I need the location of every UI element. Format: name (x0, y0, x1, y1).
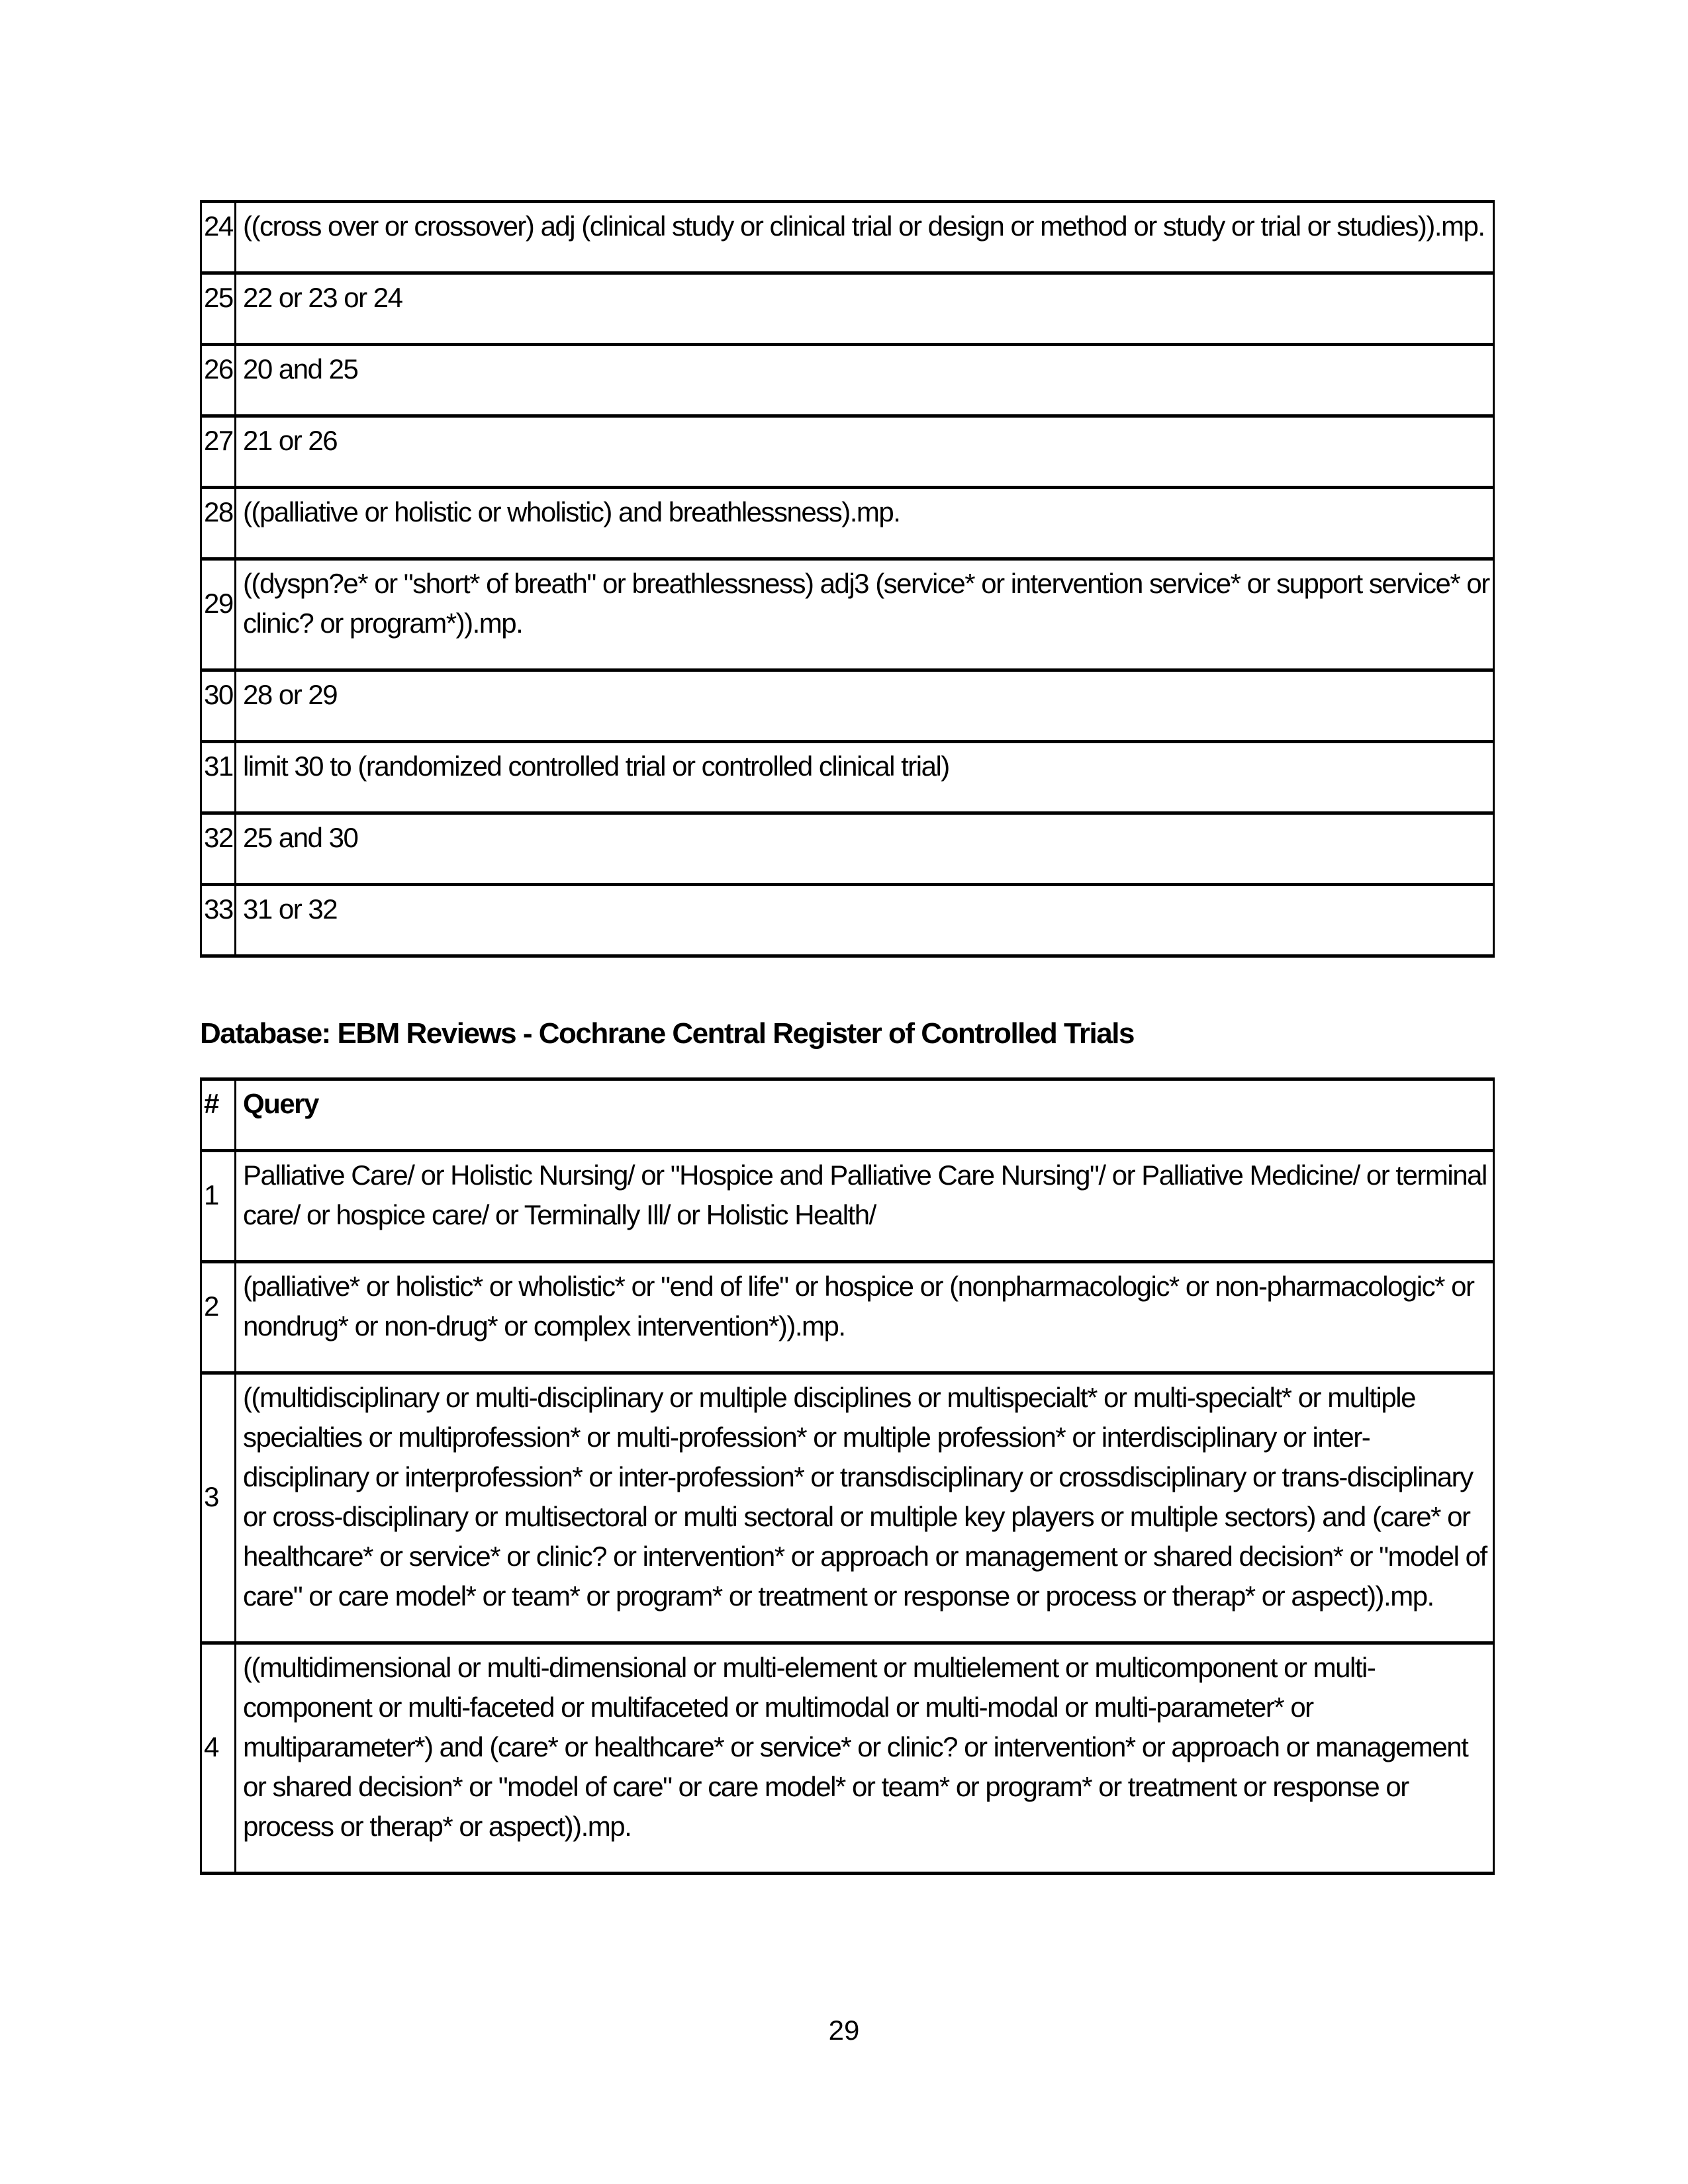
table-row (201, 559, 1494, 670)
table-row (201, 813, 1494, 885)
row-number: 4 (201, 1643, 236, 1874)
query-text: 21 or 26 (236, 416, 1494, 488)
row-number: 3 (201, 1373, 236, 1643)
row-number: 29 (201, 559, 236, 670)
table-row (201, 1151, 1494, 1262)
query-text: 22 or 23 or 24 (236, 273, 1494, 345)
page-number: 29 (828, 2015, 860, 2046)
row-number: 27 (201, 416, 236, 488)
row-number: 1 (201, 1151, 236, 1262)
query-text: ((multidimensional or multi-dimensional or multi-element or multielement or multicomponent or multi-component or multi-faceted or multifaceted or multimodal or multi-modal or multi-parameter* or multiparameter*) and (care* or healthcare* or service* or clinic? or intervention* or approach or management or shared decision* or "model of care" or care model* or team* or program* or treatment or response or process or therap* or aspect)).mp. (236, 1643, 1494, 1874)
search-strategy-table-continued (200, 200, 1495, 958)
row-number: 2 (201, 1262, 236, 1373)
table-row (201, 273, 1494, 345)
query-text: ((palliative or holistic or wholistic) and breathlessness).mp. (236, 488, 1494, 559)
query-text: ((dyspn?e* or "short* of breath" or breathlessness) adj3 (service* or intervention service* or support service* or clinic? or program*)).mp. (236, 559, 1494, 670)
table-row (201, 202, 1494, 273)
column-header-query: Query (236, 1079, 1494, 1151)
query-text: 20 and 25 (236, 345, 1494, 416)
query-text: 25 and 30 (236, 813, 1494, 885)
table-row (201, 488, 1494, 559)
query-text: limit 30 to (randomized controlled trial or controlled clinical trial) (236, 742, 1494, 813)
page-content (200, 200, 1495, 1875)
database-heading: Database: EBM Reviews - Cochrane Central Register of Controlled Trials (200, 1017, 1134, 1050)
query-text: (palliative* or holistic* or wholistic* or "end of life" or hospice or (nonpharmacologic* or non-pharmacologic* or nondrug* or non-drug* or complex intervention*)).mp. (236, 1262, 1494, 1373)
query-text: ((multidisciplinary or multi-disciplinary or multiple disciplines or multispecialt* or multi-specialt* or multiple specialties or multiprofession* or multi-profession* or multiple profession* or interdisciplinary or inter-disciplinary or interprofession* or inter-profession* or transdisciplinary or crossdisciplinary or trans-disciplinary or cross-disciplinary or multisectoral or multi sectoral or multiple key players or multiple sectors) and (care* or healthcare* or service* or clinic? or intervention* or approach or management or shared decision* or "model of care" or care model* or team* or program* or treatment or response or process or therap* or aspect)).mp. (236, 1373, 1494, 1643)
row-number: 31 (201, 742, 236, 813)
row-number: 33 (201, 885, 236, 956)
table-header-row (201, 1079, 1494, 1151)
row-number: 24 (201, 202, 236, 273)
table-row (201, 885, 1494, 956)
table-row (201, 1643, 1494, 1874)
row-number: 32 (201, 813, 236, 885)
row-number: 25 (201, 273, 236, 345)
row-number: 26 (201, 345, 236, 416)
cochrane-search-strategy-table (200, 1077, 1495, 1875)
query-text: Palliative Care/ or Holistic Nursing/ or "Hospice and Palliative Care Nursing"/ or Palliative Medicine/ or terminal care/ or hospice care/ or Terminally Ill/ or Holistic Health/ (236, 1151, 1494, 1262)
row-number: 30 (201, 670, 236, 742)
table-row (201, 1262, 1494, 1373)
query-text: 31 or 32 (236, 885, 1494, 956)
table-row (201, 416, 1494, 488)
row-number: 28 (201, 488, 236, 559)
table-row (201, 1373, 1494, 1643)
column-header-number: # (201, 1079, 236, 1151)
query-text: ((cross over or crossover) adj (clinical study or clinical trial or design or method or study or trial or studies)).mp. (236, 202, 1494, 273)
table-row (201, 742, 1494, 813)
table-row (201, 670, 1494, 742)
table-row (201, 345, 1494, 416)
query-text: 28 or 29 (236, 670, 1494, 742)
